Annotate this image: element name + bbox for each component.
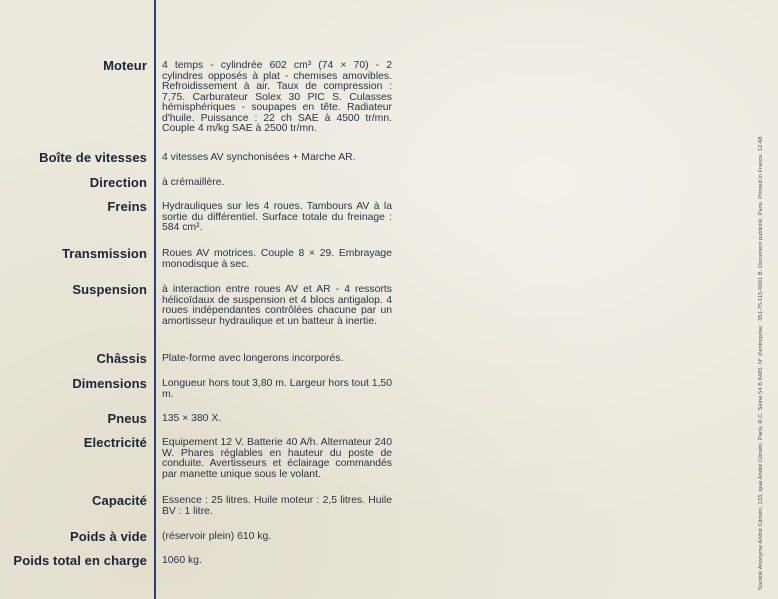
- spec-value: Hydrauliques sur les 4 roues. Tambours AV à la sortie du différentiel. Surface totale du freinage : 584 cm².: [162, 201, 392, 233]
- spec-value: Longueur hors tout 3,80 m. Largeur hors tout 1,50 m.: [162, 378, 392, 400]
- vertical-divider: [154, 0, 156, 599]
- spec-label: Direction: [89, 175, 147, 190]
- spec-label: Capacité: [92, 493, 147, 508]
- spec-value: 4 vitesses AV synchonisées + Marche AR.: [162, 152, 356, 163]
- spec-label: Transmission: [61, 246, 147, 261]
- spec-value: Equipement 12 V. Batterie 40 A/h. Alternateur 240 W. Phares réglables en hauteur du poste de conduite. Avertisseurs et éclairage commandés par manette unique sous le volant.: [162, 437, 392, 480]
- spec-value: 1060 kg.: [162, 555, 202, 566]
- spec-label: Electricité: [83, 435, 147, 450]
- spec-value: Plate-forme avec longerons incorporés.: [162, 353, 344, 364]
- spec-label: Châssis: [96, 351, 147, 366]
- spec-value: à crémaillère.: [162, 177, 225, 188]
- spec-value: (réservoir plein) 610 kg.: [162, 531, 272, 542]
- spec-label: Poids total en charge: [13, 553, 147, 568]
- spec-label: Suspension: [72, 282, 147, 297]
- spec-label: Dimensions: [72, 376, 147, 391]
- spec-value: 135 × 380 X.: [162, 413, 222, 424]
- spec-label: Pneus: [107, 411, 147, 426]
- spec-label: Poids à vide: [69, 529, 147, 544]
- spec-label: Boîte de vitesses: [39, 150, 147, 165]
- spec-value: Roues AV motrices. Couple 8 × 29. Embrayage monodisque à sec.: [162, 248, 392, 270]
- spec-value: à interaction entre roues AV et AR - 4 ressorts hélicoïdaux de suspension et 4 blocs antigalop. 4 roues indépendantes contrôlées chacune par un amortisseur hydraulique et un batteur à inertie.: [162, 284, 392, 327]
- spec-label: Moteur: [103, 58, 147, 73]
- spec-value: 4 temps - cylindrée 602 cm³ (74 × 70) - 2 cylindres opposés à plat - chemises amovibles. Refroidissement à air. Taux de compression : 7,75. Carburateur Solex 30 PIC S. Culasses hémisphériques - soupapes en tête. Radiateur d'huile. Puissance : 22 ch SAE à 4500 tr/mn. Couple 4 m/kg SAE à 2500 tr/mn.: [162, 60, 392, 134]
- publisher-footer: Société Anonyme André Citroën, 133, quai André Citroën, Paris, R.C. Seine 54 B 6485. N° d'entreprise : 351-75-115-0001 B. Document publicité, Paris. Printed in France. 12-68: [758, 136, 764, 590]
- spec-label: Freins: [107, 199, 147, 214]
- spec-value: Essence : 25 litres. Huile moteur : 2,5 litres. Huile BV : 1 litre.: [162, 495, 392, 517]
